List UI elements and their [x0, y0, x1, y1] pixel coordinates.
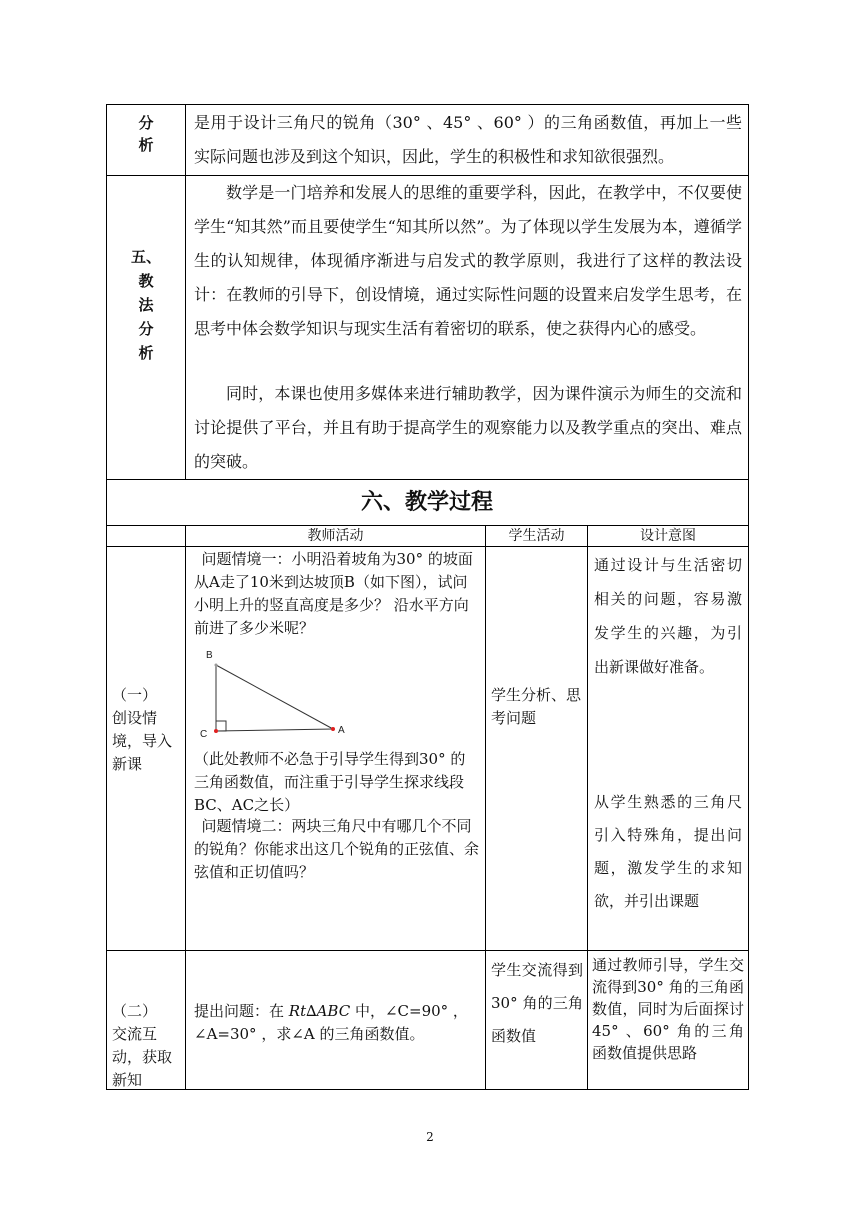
right-triangle-figure [196, 645, 356, 740]
table-col-divider [185, 104, 186, 479]
stage1-design-1: 通过设计与生活密切相关的问题，容易激发学生的兴趣，为引出新课做好准备。 [594, 556, 742, 676]
table-border-right [748, 104, 749, 1090]
stage1-label: （一） 创设情境，导入新课 [112, 686, 173, 773]
column-header-student: 学生活动 [508, 528, 565, 544]
stage1-student-activity: 学生分析、思考问题 [491, 686, 582, 727]
analysis-text: 是用于设计三角尺的锐角（30° 、45° 、60° ）的三角函数值，再加上一些实际问题也涉及到这个知识，因此，学生的积极性和求知欲很强烈。 [194, 113, 742, 166]
right-angle-mark [216, 721, 226, 731]
point-b [215, 664, 218, 667]
stage1-problem-1: 问题情境一：小明沿着坡角为30° 的坡面从A走了10米到达坡顶B（如下图），试问小明上升的竖直高度是多少？ 沿水平方向前进了多少米呢？ [194, 550, 473, 637]
column-header-teacher: 教师活动 [307, 528, 364, 544]
point-a [331, 727, 335, 731]
section-title: 六、教学过程 [360, 489, 493, 515]
table-col-divider [485, 525, 486, 1090]
page-number: 2 [426, 1130, 434, 1144]
table-border-bottom [106, 1089, 749, 1090]
table-row-divider [106, 546, 749, 547]
table-border-top [106, 104, 749, 105]
stage2-teacher-math: Rt∆ABC [288, 1002, 351, 1020]
triangle-side-ca [216, 729, 333, 731]
stage1-teacher-note: （此处教师不必急于引导学生得到30° 的三角函数值，而注重于引导学生探求线段BC、AC之长） [194, 750, 466, 814]
stage1-design-2: 从学生熟悉的三角尺引入特殊角，提出问题，激发学生的求知欲，并引出课题 [594, 793, 742, 910]
stage2-label: （二） 交流互动，获取新知 [112, 1002, 173, 1089]
row-label-analysis: 分 析 [138, 114, 154, 154]
triangle-side-ab [216, 665, 333, 729]
teaching-method-paragraph-2: 同时，本课也使用多媒体来进行辅助教学，因为课件演示为师生的交流和讨论提供了平台，并且有助于提高学生的观察能力以及教学重点的突出、难点的突破。 [194, 384, 742, 471]
stage2-teacher-prefix: 提出问题：在 [194, 1002, 289, 1020]
stage2-teacher-suffix: 中，∠C=90° ，∠A=30° ，求∠A 的三角函数值。 [194, 1002, 468, 1043]
column-header-design: 设计意图 [640, 528, 696, 544]
table-col-divider [185, 525, 186, 1090]
point-c [214, 729, 218, 733]
label-c: C [200, 729, 208, 740]
table-row-divider [106, 950, 749, 951]
stage2-teacher-activity [194, 1000, 480, 1046]
table-col-divider [587, 525, 588, 1090]
label-a: A [338, 725, 345, 736]
stage2-design: 通过教师引导，学生交流得到30° 角的三角函数值，同时为后面探讨45° 、60° 角的三角函数值提供思路 [592, 956, 744, 1062]
stage2-student-activity: 学生交流得到30° 角的三角函数值 [491, 961, 583, 1045]
row-label-teaching-method: 五、 教 法 分 析 [130, 248, 161, 362]
teaching-method-paragraph-1: 数学是一门培养和发展人的思维的重要学科，因此，在教学中，不仅要使学生“知其然”而且要使学生“知其所以然”。为了体现以学生发展为本，遵循学生的认知规律，体现循序渐进与启发式的教学原则，我进行了这样的教法设计：在教师的引导下，创设情境，通过实际性问题的设置来启发学生思考，在思考中体会数学知识与现实生活有着密切的联系，使之获得内心的感受。 [194, 183, 742, 338]
stage1-problem-2: 问题情境二：两块三角尺中有哪几个不同的锐角？你能求出这几个锐角的正弦值、余弦值和正切值吗？ [194, 817, 480, 881]
label-b: B [206, 650, 213, 661]
